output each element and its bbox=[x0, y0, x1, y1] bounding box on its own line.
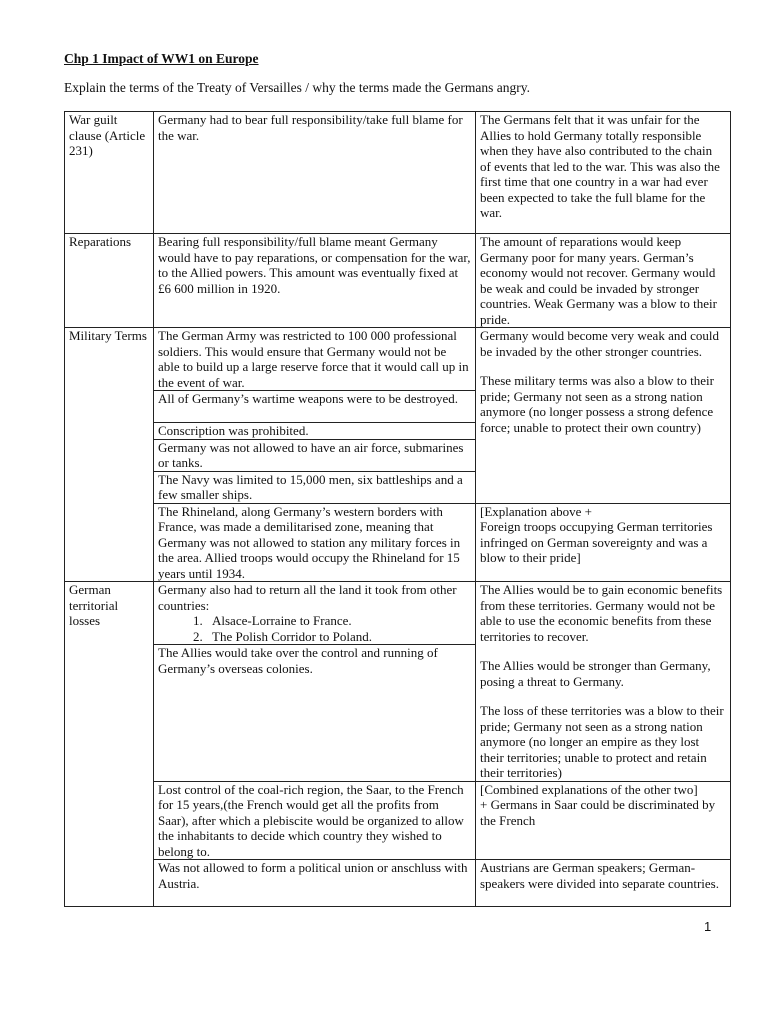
row-label-territorial: German territorial losses bbox=[65, 582, 154, 907]
reason-paragraph: The Allies would be to gain economic benefits from these territories. Germany would not be able to use the economic benefits from these territories to recover. bbox=[480, 582, 723, 644]
table-row bbox=[65, 234, 731, 328]
table-row bbox=[65, 328, 731, 391]
term-cell: Bearing full responsibility/full blame meant Germany would have to pay reparations, or compensation for the war, to the Allied powers. This amount was eventually fixed at £6 600 million in 1920. bbox=[154, 234, 476, 328]
term-cell: All of Germany’s wartime weapons were to be destroyed. bbox=[154, 391, 476, 423]
reason-cell: The amount of reparations would keep Germany poor for many years. German’s economy would not recover. Germany would be weak and could be invaded by stronger countries. Weak Germany was a blow to their pride. bbox=[476, 234, 731, 328]
table-row bbox=[65, 781, 731, 860]
reason-cell bbox=[476, 582, 731, 782]
table-row bbox=[65, 503, 731, 582]
term-cell: The Navy was limited to 15,000 men, six battleships and a few smaller ships. bbox=[154, 471, 476, 503]
list-item: 2. The Polish Corridor to Poland. bbox=[206, 629, 471, 645]
table-row bbox=[65, 860, 731, 907]
reason-paragraph: The loss of these territories was a blow to their pride; Germany not seen as a strong nation anymore (no longer an empire as they lost their territories; unable to protect and retain their territories) bbox=[480, 703, 724, 780]
reason-paragraph: These military terms was also a blow to their pride; Germany not seen as a strong nation anymore (no longer possess a strong defence force; unable to protect their own country) bbox=[480, 373, 714, 435]
term-cell: Germany had to bear full responsibility/take full blame for the war. bbox=[154, 112, 476, 234]
term-cell: Conscription was prohibited. bbox=[154, 423, 476, 440]
page-number: 1 bbox=[704, 919, 712, 934]
reason-paragraph: Germany would become very weak and could be invaded by the other stronger countries. bbox=[480, 328, 719, 359]
table-row bbox=[65, 112, 731, 234]
term-cell: The German Army was restricted to 100 000 professional soldiers. This would ensure that Germany would not be able to build up a large reserve force that it would call up in the event of war. bbox=[154, 328, 476, 391]
reason-cell: Austrians are German speakers; German-speakers were divided into separate countries. bbox=[476, 860, 731, 907]
term-cell: The Allies would take over the control and running of Germany’s overseas colonies. bbox=[154, 645, 476, 781]
reason-paragraph: The Allies would be stronger than Germany, posing a threat to Germany. bbox=[480, 658, 711, 689]
reason-cell: The Germans felt that it was unfair for the Allies to hold Germany totally responsible when they have also contributed to the chain of events that led to the war. This was also the first time that one country in a war had ever been expected to take the full blame for the war. bbox=[476, 112, 731, 234]
reason-cell bbox=[476, 328, 731, 504]
term-cell: Germany was not allowed to have an air force, submarines or tanks. bbox=[154, 439, 476, 471]
territory-list bbox=[158, 613, 471, 644]
term-cell: The Rhineland, along Germany’s western borders with France, was made a demilitarised zone, meaning that Germany was not allowed to station any military forces in the area. Allied troops would occupy the Rhineland for 15 years until 1934. bbox=[154, 503, 476, 582]
page-title: Chp 1 Impact of WW1 on Europe bbox=[64, 51, 259, 66]
term-cell bbox=[154, 582, 476, 645]
term-intro: Germany also had to return all the land it took from other countries: bbox=[158, 582, 457, 613]
term-cell: Lost control of the coal-rich region, the Saar, to the French for 15 years,(the French would get all the profits from Saar), after which a plebiscite would be organized to allow the inhabitants to decide which country they wished to belong to. bbox=[154, 781, 476, 860]
row-label-military: Military Terms bbox=[65, 328, 154, 582]
list-item: 1. Alsace-Lorraine to France. bbox=[206, 613, 471, 629]
reason-cell: [Explanation above + Foreign troops occupying German territories infringed on German sovereignty and was a blow to their pride] bbox=[476, 503, 731, 582]
treaty-terms-table bbox=[64, 111, 731, 907]
table-row bbox=[65, 582, 731, 645]
reason-cell: [Combined explanations of the other two] + Germans in Saar could be discriminated by the French bbox=[476, 781, 731, 860]
question-prompt: Explain the terms of the Treaty of Versailles / why the terms made the Germans angry. bbox=[64, 80, 531, 95]
row-label-reparations: Reparations bbox=[65, 234, 154, 328]
row-label-war-guilt: War guilt clause (Article 231) bbox=[65, 112, 154, 234]
term-cell: Was not allowed to form a political union or anschluss with Austria. bbox=[154, 860, 476, 907]
